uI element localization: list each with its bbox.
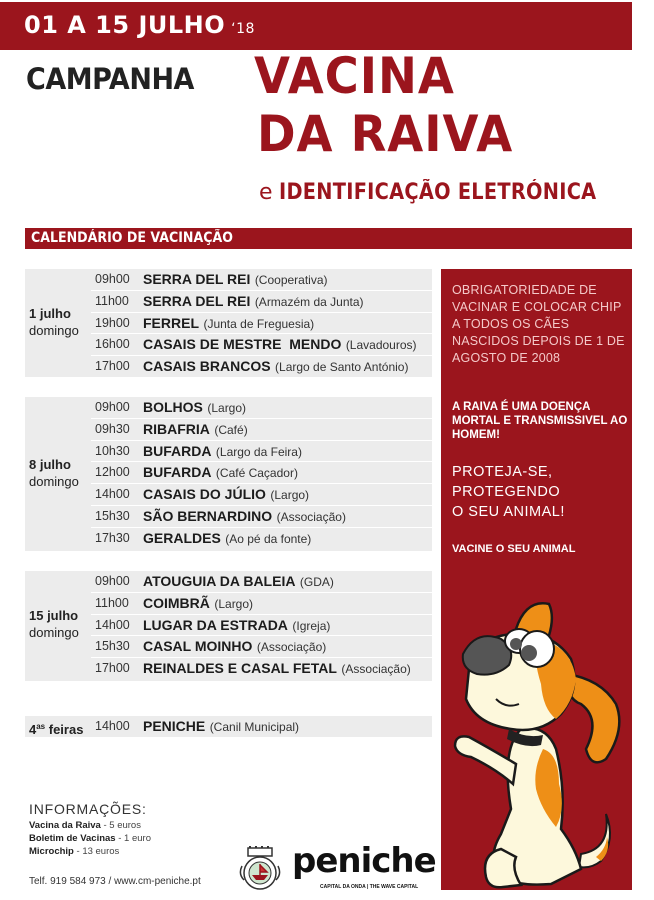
row-time: 14h00 <box>95 617 130 632</box>
row-place: SERRA DEL REI <box>143 292 251 309</box>
row-time: 09h30 <box>95 421 130 436</box>
table-row <box>91 291 432 313</box>
table-row <box>91 716 432 738</box>
group-day: $4^{as}$ feiras <box>29 722 84 737</box>
row-location: (Lavadouros) <box>345 338 417 353</box>
row-location: (Canil Municipal) <box>209 720 300 734</box>
subtitle-e: e <box>259 180 273 205</box>
row-time: 19h00 <box>95 315 130 330</box>
dog-mascot-icon <box>441 599 632 890</box>
logos <box>238 841 436 894</box>
section-title: CALENDÁRIO DE VACINAÇÃO <box>31 230 233 246</box>
group-day <box>29 607 79 641</box>
row-place: GERALDES <box>143 529 221 546</box>
row-place: SERRA DEL REI <box>143 271 251 287</box>
row-place: CASAIS BRANCOS <box>143 358 271 375</box>
subtitle <box>259 180 639 205</box>
row-location: (Junta de Freguesia) <box>203 316 315 331</box>
schedule-group-quartas-feiras <box>25 716 432 737</box>
pricing-info <box>29 801 151 858</box>
table-row <box>91 397 432 419</box>
row-location: (Cooperativa) <box>254 273 328 287</box>
row-place: BOLHOS <box>143 399 203 415</box>
row-location: (Largo) <box>214 596 254 611</box>
row-location: (Igreja) <box>292 618 331 633</box>
row-location: (Associação) <box>256 640 327 655</box>
row-location: (Associação) <box>341 662 411 677</box>
row-place: ATOUGUIA DA BALEIA <box>143 573 296 589</box>
schedule-group-15-julho <box>25 571 432 681</box>
row-time: 15h30 <box>95 508 130 523</box>
peniche-logo: peniche <box>292 841 436 881</box>
schedule-group-8-julho <box>25 397 432 551</box>
peniche-tagline: CAPITAL DA ONDA | THE WAVE CAPITAL <box>320 884 419 890</box>
group-day <box>29 456 79 490</box>
table-row <box>91 462 432 484</box>
weekday-label: domingo <box>29 625 79 640</box>
row-place: CASAIS DO JÚLIO <box>143 486 266 503</box>
row-location: (Café) <box>214 422 248 437</box>
subtitle-text: IDENTIFICAÇÃO ELETRÓNICA <box>278 180 596 205</box>
table-row <box>91 636 432 658</box>
row-place: CASAL MOINHO <box>143 638 253 655</box>
row-location: (Largo) <box>207 401 247 415</box>
obligation-notice: OBRIGATORIEDADE DE VACINAR E COLOCAR CHIP A TODOS OS CÃES NASCIDOS DEPOIS DE 1 DE AGOSTO DE 2008 <box>452 283 625 365</box>
row-location: (Largo) <box>270 488 310 503</box>
row-time: 17h00 <box>95 661 130 676</box>
weekday-label: domingo <box>29 474 79 489</box>
table-row <box>91 658 432 680</box>
row-location: (GDA) <box>299 575 334 589</box>
row-location: (Café Caçador) <box>215 466 298 481</box>
row-time: 14h00 <box>95 719 130 733</box>
row-place: COIMBRÃ <box>143 594 210 611</box>
row-place: REINALDES E CASAL FETAL <box>143 660 337 677</box>
row-time: 09h00 <box>95 400 130 414</box>
row-place: LUGAR DA ESTRADA <box>143 616 288 633</box>
row-time: 14h00 <box>95 487 130 502</box>
table-row <box>91 334 432 356</box>
table-row <box>91 441 432 463</box>
table-row <box>91 506 432 528</box>
weekday-label: domingo <box>29 323 79 338</box>
row-place: CASAIS DE MESTRE MENDO <box>143 336 342 353</box>
group-day <box>29 305 79 339</box>
row-time: 10h30 <box>95 443 130 458</box>
crest-icon <box>238 846 282 892</box>
table-row <box>91 313 432 335</box>
price-item: Boletim de Vacinas - 1 euro <box>29 833 151 844</box>
row-location: (Largo da Feira) <box>215 444 302 459</box>
price-item: Vacina da Raiva - 5 euros <box>29 820 141 831</box>
table-row <box>91 269 432 291</box>
table-row <box>91 593 432 615</box>
date-banner <box>0 2 632 50</box>
table-row <box>91 528 432 550</box>
row-place: BUFARDA <box>143 464 212 481</box>
row-time: 11h00 <box>95 293 129 308</box>
row-place: RIBAFRIA <box>143 420 210 437</box>
rabies-warning: A RAIVA É UMA DOENÇA MORTAL E TRANSMISSIVEL AO HOMEM! <box>452 401 628 441</box>
vaccinate-slogan: VACINE O SEU ANIMAL <box>452 543 576 555</box>
info-panel <box>441 269 632 890</box>
row-location: (Ao pé da fonte) <box>225 531 312 546</box>
table-row <box>91 615 432 637</box>
day-superscript: as <box>36 722 46 731</box>
info-title: INFORMAÇÕES: <box>29 801 147 817</box>
row-location: (Armazém da Junta) <box>254 294 364 309</box>
row-place: FERREL <box>143 314 199 331</box>
row-place: SÃO BERNARDINO <box>143 507 273 524</box>
date-range: 01 A 15 JULHO ‘18 <box>24 11 255 39</box>
row-time: 16h00 <box>95 337 130 352</box>
row-location: (Associação) <box>276 509 346 524</box>
protect-slogan: PROTEJA-SE, PROTEGENDO O SEU ANIMAL! <box>452 464 565 520</box>
title-line-1: VACINA <box>254 47 455 105</box>
title-line-2: DA RAIVA <box>257 105 514 163</box>
row-place: BUFARDA <box>143 442 212 459</box>
section-title-bar <box>25 228 632 249</box>
row-time: 09h00 <box>95 574 130 588</box>
row-time: 17h00 <box>95 359 130 374</box>
contact-info: Telf. 919 584 973 / www.cm-peniche.pt <box>29 876 201 887</box>
table-row <box>91 484 432 506</box>
row-time: 17h30 <box>95 530 130 545</box>
day-label: 1 julho <box>29 306 71 321</box>
row-time: 12h00 <box>95 465 130 480</box>
row-time: 15h30 <box>95 639 130 654</box>
row-time: 11h00 <box>95 595 129 610</box>
price-item: Microchip - 13 euros <box>29 846 120 857</box>
schedule-group-1-julho <box>25 269 432 377</box>
campanha-label: CAMPANHA <box>26 62 194 96</box>
table-row <box>91 356 432 378</box>
row-location: (Largo de Santo António) <box>275 360 409 375</box>
table-row <box>91 571 432 593</box>
day-label: 15 julho <box>29 608 79 623</box>
row-place: PENICHE <box>143 718 206 734</box>
row-time: 09h00 <box>95 272 130 286</box>
day-label: 8 julho <box>29 457 71 472</box>
table-row <box>91 419 432 441</box>
year: ‘18 <box>231 21 255 37</box>
